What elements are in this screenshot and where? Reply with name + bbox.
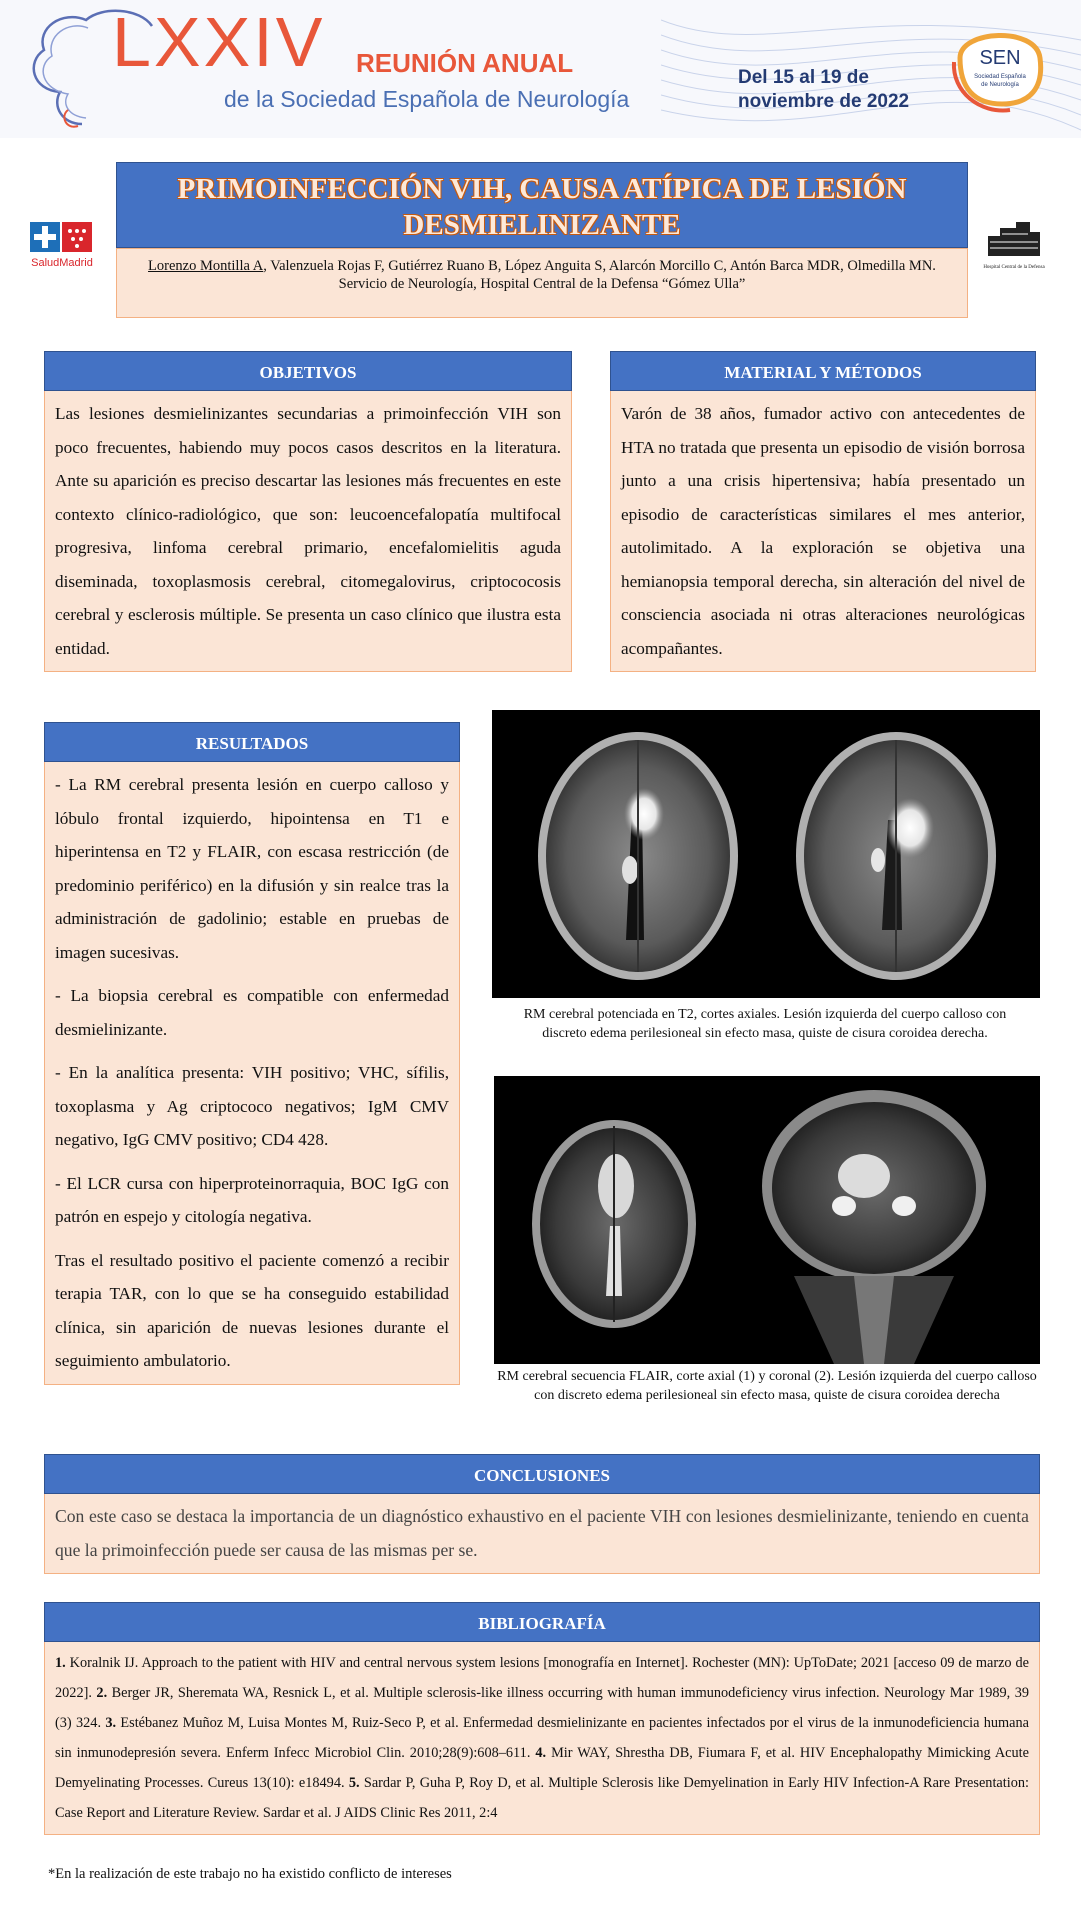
mri-axial-pair-image [492,710,1040,998]
mri-figure-axial-t2 [492,710,1040,998]
hospital-logo-text: Hospital Central de la Defensa [983,265,1045,270]
figure-caption-2: RM cerebral secuencia FLAIR, corte axial (1) y coronal (2). Lesión izquierda del cuerpo calloso con discreto edema perilesioneal sin efecto masa, quiste de cisura coroidea derecha [497,1369,1037,1403]
section-conclusiones [44,1454,1040,1574]
authors-box [116,248,968,318]
salud-madrid-logo [26,218,98,270]
congress-dates [738,66,909,114]
ref-number: 3. [105,1715,117,1731]
congress-banner [0,0,1081,138]
conclusiones-body: Con este caso se destaca la importancia de un diagnóstico exhaustivo en el paciente VIH con lesiones desmielinizante, teniendo en cuenta que la primoinfección puede ser causa de las mismas per se. [44,1494,1040,1574]
bibliografia-header: BIBLIOGRAFÍA [44,1602,1040,1642]
ref-number: 5. [348,1775,360,1791]
section-bibliografia [44,1602,1040,1835]
section-material-metodos [610,351,1036,672]
reference-text: Mir WAY, Shrestha DB, Fiumara F, et al. HIV Encephalopathy Mimicking Acute Demyelinating Processes. Cureus 13(10): e18494. [55,1745,1029,1791]
resultados-paragraph: - La biopsia cerebral es compatible con enfermedad desmielinizante. [55,986,449,1039]
section-objetivos [44,351,572,672]
dates-line-1: Del 15 al 19 de [738,67,869,88]
resultados-body [44,762,460,1385]
dates-line-2: noviembre de 2022 [738,91,910,112]
figure-caption-1: RM cerebral potenciada en T2, cortes axiales. Lesión izquierda del cuerpo calloso con discreto edema perilesioneal sin efecto masa, quiste de cisura coroidea derecha. [523,1007,1007,1041]
reference-text: Berger JR, Sheremata WA, Resnick L, et al. Multiple sclerosis-like illness occurring with human immunodeficiency virus infection. Neurology Mar 1989, 39 (3) 324. [55,1685,1029,1731]
material-header: MATERIAL Y MÉTODOS [610,351,1036,391]
ref-number: 1. [55,1655,66,1671]
bibliografia-body [44,1642,1040,1835]
other-authors: , Valenzuela Rojas F, Gutiérrez Ruano B, López Anguita S, Alarcón Morcillo C, Antón Barca MDR, Olmedilla MN. [263,258,936,274]
sen-logo [940,18,1058,118]
reference-text: Estébanez Muñoz M, Luisa Montes M, Ruiz-Seco P, et al. Enfermedad desmielinizante en pacientes infectados por el virus de la inmunodeficiencia humana sin inmunodepresión severa. Enferm Infecc Microbiol Clin. 2010;28(9):608–611. [55,1715,1030,1761]
mri-axial-flair [532,1120,696,1328]
sen-logo-text: SEN [979,47,1021,69]
congress-numeral: LXXIV [112,3,326,81]
objetivos-body: Las lesiones desmielinizantes secundarias a primoinfección VIH son poco frecuentes, habiendo muy pocos casos descritos en la literatura. Ante su aparición es preciso descartar las lesiones más frecuentes en este contexto clínico-radiológico, que son: leucoencefalopatía multifocal progresiva, linfoma cerebral primario, encefalomielitis aguda diseminada, toxoplasmosis cerebral, citomegalovirus, criptococosis cerebral y esclerosis múltiple. Se presenta un caso clínico que ilustra esta entidad. [44,391,572,672]
poster-title-box [116,162,968,248]
affiliation: Servicio de Neurología, Hospital Central de la Defensa “Gómez Ulla” [338,276,746,292]
sen-logo-subtext-1: Sociedad Española [974,74,1026,80]
reference-text: Koralnik IJ. Approach to the patient with HIV and central nervous system lesions [monografía en Internet]. Rochester (MN): UpToDate; 2021 [acceso 09 de marzo de 2022]. [55,1655,1029,1701]
hospital-central-defensa-logo [982,216,1046,272]
ref-number: 2. [96,1685,108,1701]
conflict-of-interest-note: *En la realización de este trabajo no ha existido conflicto de intereses [48,1866,452,1882]
poster-title: PRIMOINFECCIÓN VIH, CAUSA ATÍPICA DE LESIÓN DESMIELINIZANTE [177,173,907,241]
resultados-paragraph: - El LCR cursa con hiperproteinorraquia, BOC IgG con patrón en espejo y citología negativa. [55,1173,449,1226]
section-resultados [44,722,460,1385]
reference-text: Sardar P, Guha P, Roy D, et al. Multiple Sclerosis like Demyelination in Early HIV Infection-A Rare Presentation: Case Report and Literature Review. Sardar et al. J AIDS Clinic Res 2011, 2:4 [55,1775,1029,1821]
ref-number: 4. [535,1745,547,1761]
resultados-paragraph: Tras el resultado positivo el paciente comenzó a recibir terapia TAR, con lo que se ha conseguido estabilidad clínica, sin aparición de nuevas lesiones durante el seguimiento ambulatorio. [55,1250,449,1370]
mri-figure-flair [494,1076,1040,1364]
conclusiones-header: CONCLUSIONES [44,1454,1040,1494]
salud-madrid-text: SaludMadrid [31,257,93,269]
mri-slice-right [796,732,996,980]
congress-meeting-label: REUNIÓN ANUAL [356,48,574,78]
resultados-paragraph: - En la analítica presenta: VIH positivo; VHC, sífilis, toxoplasma y Ag criptococo negativos; IgM CMV negativo, IgG CMV positivo; CD4 428. [55,1063,449,1149]
congress-society-label: de la Sociedad Española de Neurología [224,86,630,112]
resultados-header: RESULTADOS [44,722,460,762]
mri-flair-pair-image [494,1076,1040,1364]
objetivos-header: OBJETIVOS [44,351,572,391]
sen-logo-subtext-2: de Neurología [981,82,1019,88]
mri-coronal-flair [762,1090,986,1364]
mri-slice-left [538,732,738,980]
author-list [137,257,947,275]
material-body: Varón de 38 años, fumador activo con antecedentes de HTA no tratada que presenta un episodio de visión borrosa junto a una crisis hipertensiva; había presentado un episodio de características similares el mes anterior, autolimitado. A la exploración se objetiva una hemianopsia temporal derecha, sin alteración del nivel de consciencia asociada ni otras alteraciones neurológicas acompañantes. [610,391,1036,672]
resultados-paragraph: - La RM cerebral presenta lesión en cuerpo calloso y lóbulo frontal izquierdo, hipointensa en T1 e hiperintensa en T2 y FLAIR, con escasa restricción (de predominio periférico) en la difusión y sin realce tras la administración de gadolinio; estable en pruebas de imagen sucesivas. [55,775,449,962]
first-author: Lorenzo Montilla A [148,258,264,274]
